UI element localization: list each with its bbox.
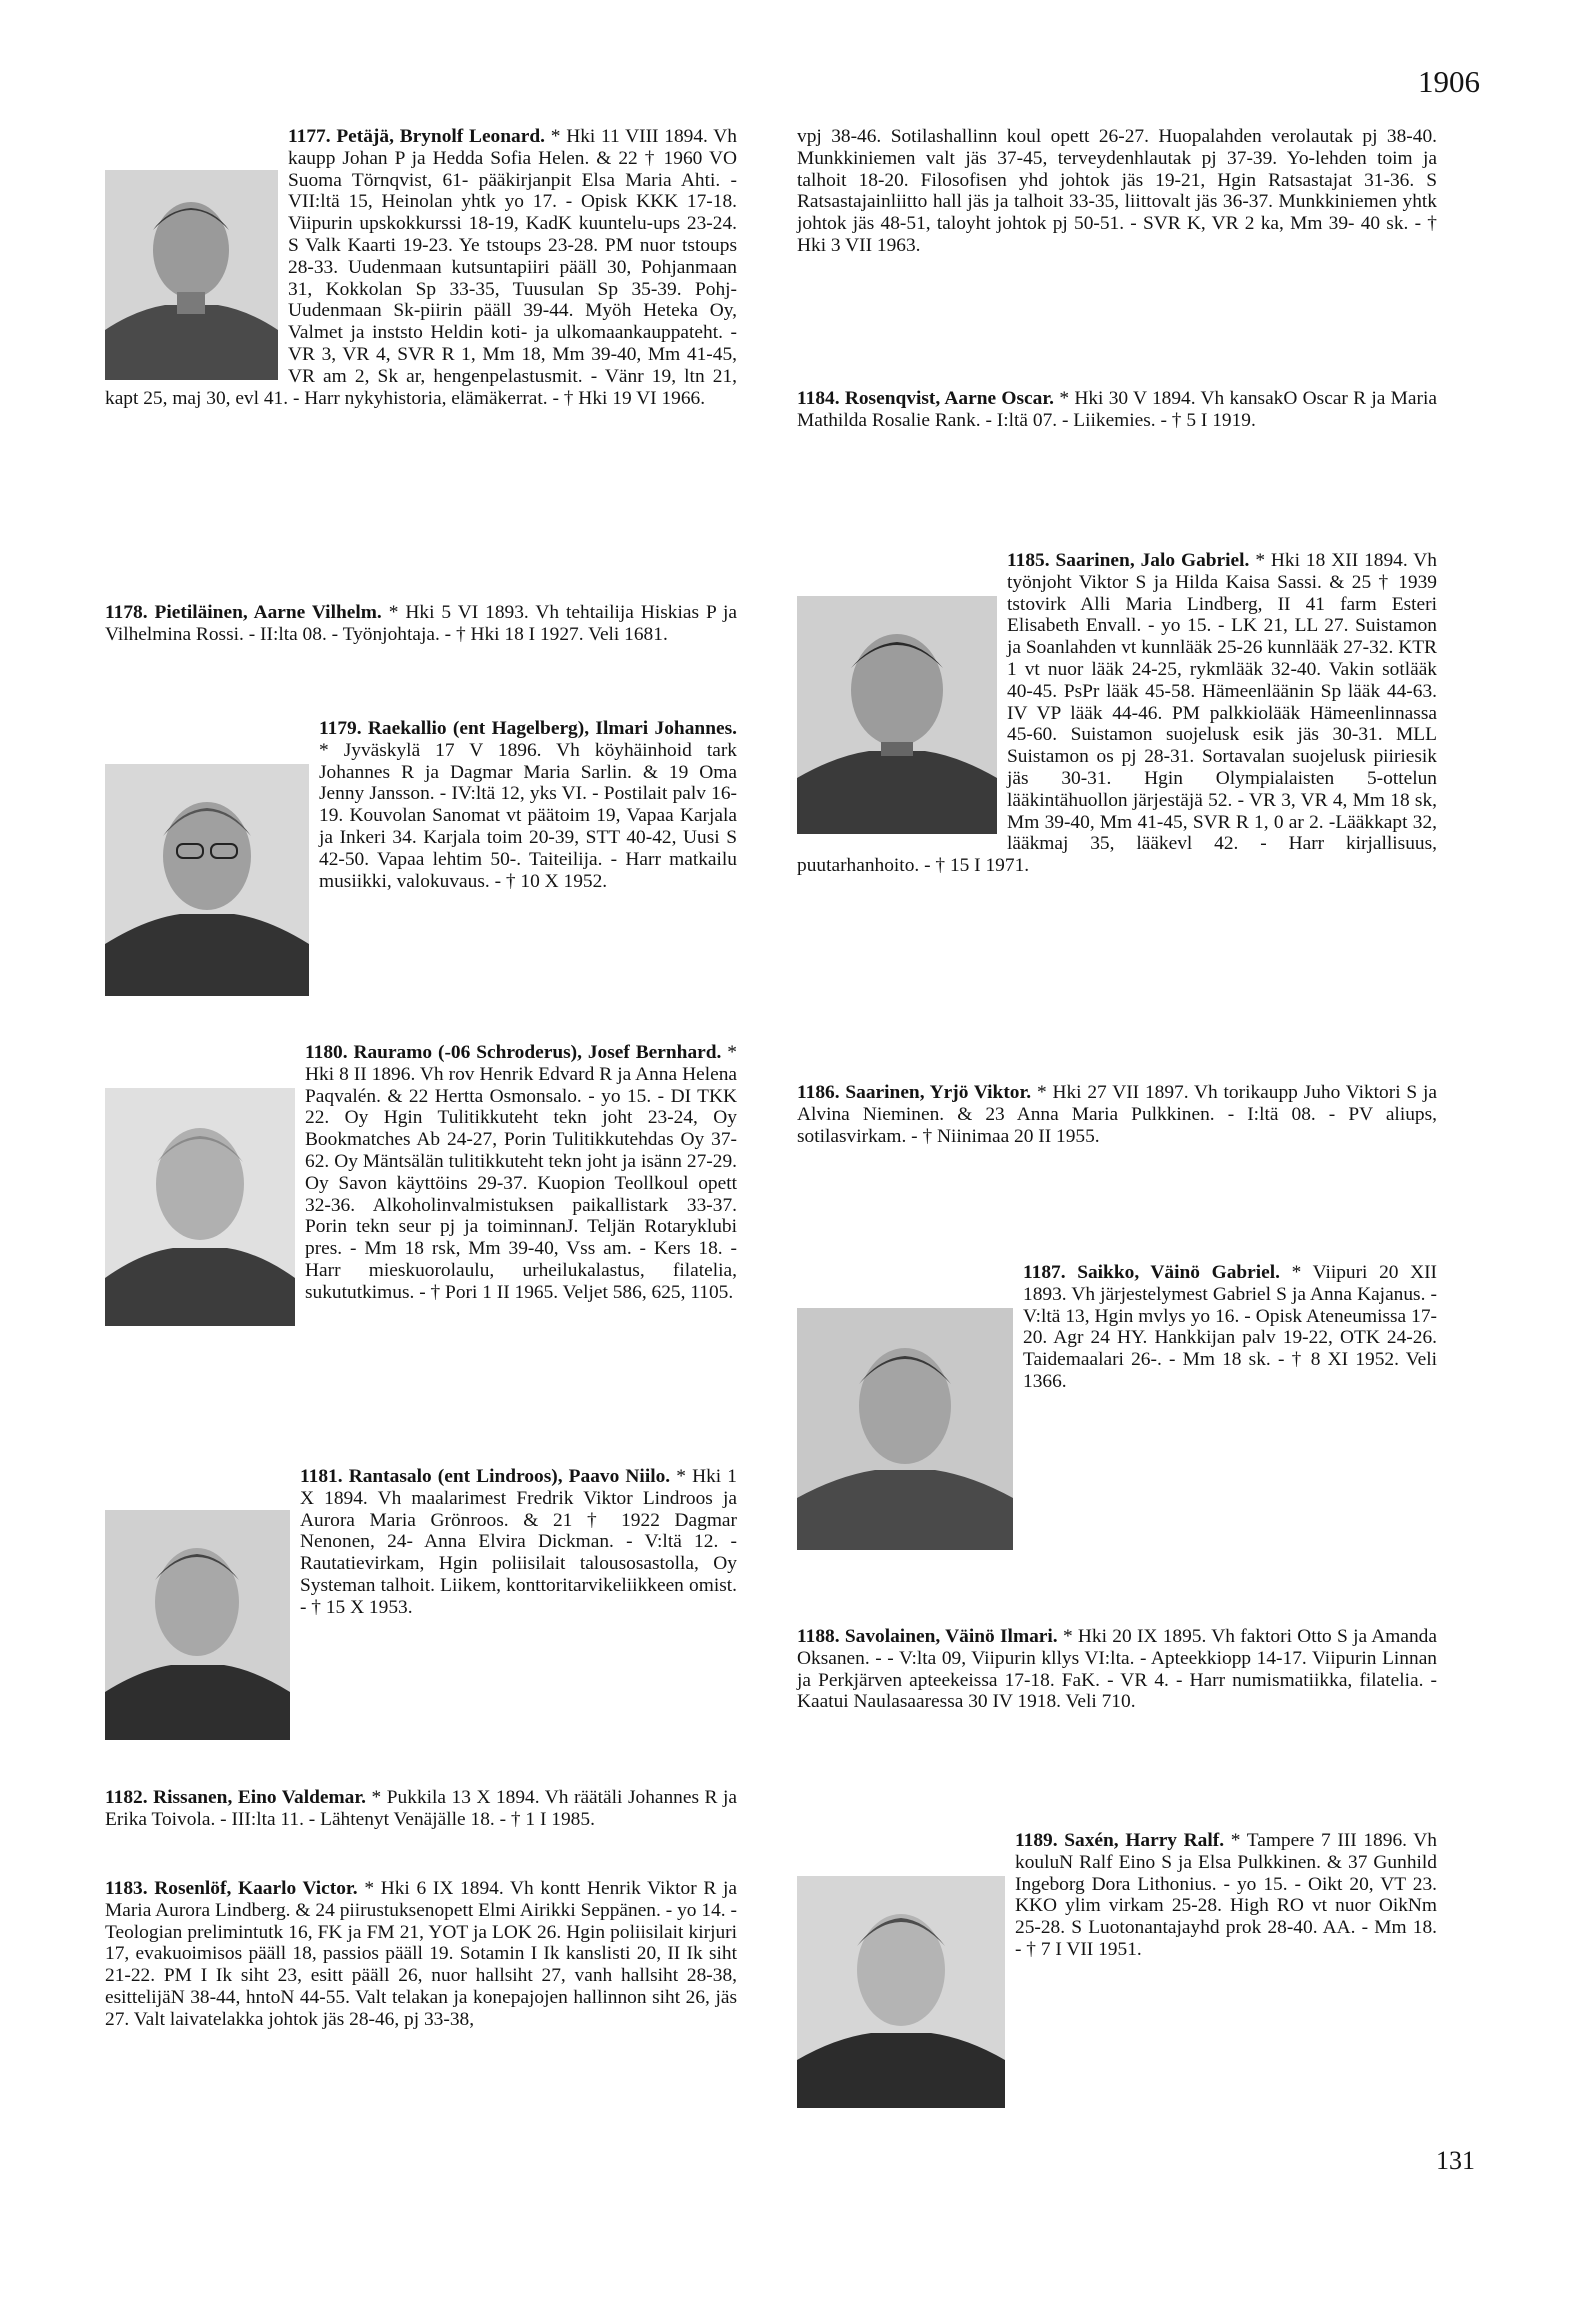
entry-name: Raekallio (ent Hagelberg), Ilmari Johannes.	[367, 718, 737, 739]
portrait-photo	[105, 764, 309, 996]
entry-1186	[797, 1082, 1437, 1147]
entry-1179	[105, 718, 737, 1000]
entry-text: * Tampere 7 III 1896. Vh kouluN Ralf Eino S ja Elsa Pulkkinen. & 37 Gunhild Ingeborg Dora Lithonius. - yo 15. - Oikt 20, VT 23. KKO ylim virkam 25-28. High RO vt nuor OikNm 25-28. S Luotonantajayhd prok 28-40. AA. - Mm 18. - † 7 I VII 1951.	[1015, 1830, 1437, 1960]
entry-text: vpj 38-46. Sotilashallinn koul opett 26-27. Huopalahden verolautak pj 38-40. Munkkiniemen valt jäs 37-45, terveydenhlautak pj 37-39. Yo-lehden toim ja talhoit 18-20. Filosofisen yhd johtok jäs 19-21, Hgin Ratsastajat 31-36. S Ratsastajainliitto hall jäs ja talhoit 33-35, liittovalt jäs 36-37. Munkkiniemen yhtk johtok jäs 48-51, taloyht johtok pj 50-51. - SVR K, VR 2 ka, Mm 39- 40 sk. - † Hki 3 VII 1963.	[797, 126, 1437, 256]
entry-name: Saxén, Harry Ralf.	[1064, 1830, 1225, 1851]
entry-name: Rosenqvist, Aarne Oscar.	[844, 388, 1055, 409]
entry-number: 1186.	[797, 1082, 840, 1103]
portrait-photo	[105, 170, 278, 380]
entry-text: * Hki 30 V 1894. Vh kansakO Oscar R ja Maria Mathilda Rosalie Rank. - I:ltä 07. - Liikemies. - † 5 I 1919.	[797, 388, 1437, 431]
entry-name: Saarinen, Jalo Gabriel.	[1055, 550, 1250, 571]
entry-number: 1179.	[319, 718, 362, 739]
entry-number: 1178.	[105, 602, 148, 623]
entry-name: Petäjä, Brynolf Leonard.	[336, 126, 545, 147]
entry-1185	[797, 550, 1437, 877]
entry-text: * Hki 5 VI 1893. Vh tehtailija Hiskias P ja Vilhelmina Rossi. - II:lta 08. - Työnjohtaja. - † Hki 18 I 1927. Veli 1681.	[105, 602, 737, 645]
entry-text: * Hki 18 XII 1894. Vh työnjoht Viktor S ja Hilda Kaisa Sassi. & 25 † 1939 tstovirk Alli Maria Lindberg, II 41 farm Esteri Elisabeth Envall. - yo 15. - LK 21, LL 27. Suistamon ja Soanlahden vt kunnlääk 25-26 kunnlääk 27-32. KTR 1 vt nuor lääk 24-25, rykmlääk 32-40. Vakin sotlääk 40-45. PsPr lääk 45-58. Hämeenläänin Sp lääk 44-63. IV VP lääk 44-46. PM palkkiolääk Hämeenlinnassa 45-60. Suistamon suojelusk esik jäs 30-31. MLL Suistamon os pj 28-31. Sortavalan suojelusk piiriesik jäs 30-31. Hgin Olympialaisten 5-ottelun lääkintähuollon järjestäjä 52. - VR 3, VR 4, Mm 18 sk, Mm 39-40, Mm 41-45, SVR R 1, 0 ar 2. -Lääkkapt 32, lääkmaj 35, lääkevl 42. - Harr kirjallisuus, puutarhanhoito. - † 15 I 1971.	[797, 550, 1437, 877]
entry-1184	[797, 388, 1437, 432]
entry-text: * Pukkila 13 X 1894. Vh räätäli Johannes R ja Erika Toivola. - III:lta 11. - Lähtenyt Venäjälle 18. - † 1 I 1985.	[105, 1787, 738, 1830]
entry-number: 1185.	[1007, 550, 1050, 571]
portrait-photo	[105, 1088, 295, 1326]
entry-number: 1183.	[105, 1878, 148, 1899]
entry-number: 1181.	[300, 1466, 343, 1487]
portrait-photo	[797, 596, 997, 834]
entry-1187	[797, 1262, 1437, 1554]
entry-name: Rissanen, Eino Valdemar.	[153, 1787, 367, 1808]
portrait-photo	[797, 1876, 1005, 2108]
entry-1180	[105, 1042, 737, 1330]
entry-text: * Viipuri 20 XII 1893. Vh järjestelymest Gabriel S ja Anna Kajanus. - V:ltä 13, Hgin mvlys yo 16. - Opisk Ateneumissa 17-20. Agr 24 HY. Hankkijan palv 19-22, OTK 24-26. Taidemaalari 26-. - Mm 18 sk. - † 8 XI 1952. Veli 1366.	[1023, 1262, 1437, 1392]
entry-name: Saarinen, Yrjö Viktor.	[845, 1082, 1032, 1103]
entry-number: 1188.	[797, 1626, 840, 1647]
entry-name: Saikko, Väinö Gabriel.	[1077, 1262, 1281, 1283]
entry-number: 1182.	[105, 1787, 148, 1808]
entry-1182	[105, 1787, 737, 1831]
entry-name: Savolainen, Väinö Ilmari.	[844, 1626, 1058, 1647]
entry-number: 1189.	[1015, 1830, 1058, 1851]
entry-1188	[797, 1626, 1437, 1713]
entry-1177	[105, 126, 737, 409]
page-number: 131	[1436, 2146, 1475, 2175]
entry-text: * Jyväskylä 17 V 1896. Vh köyhäinhoid tark Johannes R ja Dagmar Maria Sarlin. & 19 Oma Jenny Jansson. - IV:ltä 12, yks VI. - Postilait palv 16-19. Kouvolan Sanomat vt päätoim 19, Vapaa Karjala ja Inkeri 34. Karjala toim 20-39, STT 40-42, Uusi S 42-50. Vapaa lehtim 50-. Taiteilija. - Harr matkailu musiikki, valokuvaus. - † 10 X 1952.	[319, 739, 737, 892]
entry-text: * Hki 20 IX 1895. Vh faktori Otto S ja Amanda Oksanen. - - V:lta 09, Viipurin kllys VI:lta. - Apteekkiopp 14-17. Viipurin Linnan ja Perkjärven apteekeissa 17-18. FaK. - VR 4. - Harr numismatiikka, filatelia. - Kaatui Naulasaaressa 30 IV 1918. Veli 710.	[797, 1626, 1437, 1713]
entry-text: * Hki 11 VIII 1894. Vh kaupp Johan P ja Hedda Sofia Helen. & 22 † 1960 VO Suoma Törnqvist, 61- pääkirjanpit Elsa Maria Ahti. - VII:ltä 15, Heinolan yhtk yo 17. - Opisk KKK 17-18. Viipurin upskokkurssi 18-19, KadK kuuntelu-ups 23-24. S Valk Kaarti 19-23. Ye tstoups 23-28. PM nuor tstoups 28-33. Uudenmaan kutsuntapiiri pääll 30, Pohjanmaan 31, Kokkolan Sp 33-35, Tuusulan Sp 35-39. Pohj-Uudenmaan Sk-piirin pääll 39-44. Myöh Heteka Oy, Valmet ja inststo Heldin koti- ja ulkomaankauppateht. - VR 3, VR 4, SVR R 1, Mm 18, Mm 39-40, Mm 41-45, VR am 2, Sk ar, hengenpelastusmit. - Vänr 19, ltn 21, kapt 25, maj 30, evl 41. - Harr nykyhistoria, elämäkerrat. - † Hki 19 VI 1966.	[105, 126, 737, 409]
portrait-photo	[797, 1308, 1013, 1550]
entry-1181	[105, 1466, 737, 1744]
entry-name: Pietiläinen, Aarne Vilhelm.	[154, 602, 382, 623]
entry-1189	[797, 1830, 1437, 2112]
entry-text: * Hki 1 X 1894. Vh maalarimest Fredrik Viktor Lindroos ja Aurora Maria Grönroos. & 21 † 1922 Dagmar Nenonen, 24- Anna Elvira Dickman. - V:ltä 12. - Rautatievirkam, Hgin poliisilait talousosastolla, Oy Systeman talhoit. Liikem, konttoritarvikeliikkeen omist. - † 15 X 1953.	[300, 1466, 737, 1618]
entry-1183	[105, 1878, 737, 2031]
entry-number: 1184.	[797, 388, 840, 409]
entry-name: Rantasalo (ent Lindroos), Paavo Niilo.	[348, 1466, 671, 1487]
portrait-photo	[105, 1510, 290, 1740]
entry-1183-continued	[797, 126, 1437, 257]
entry-number: 1180.	[305, 1042, 348, 1063]
page-year: 1906	[1418, 64, 1480, 99]
entry-number: 1187.	[1023, 1262, 1066, 1283]
entry-text: * Hki 8 II 1896. Vh rov Henrik Edvard R ja Anna Helena Paqvalén. & 22 Hertta Osmonsalo. - yo 15. - DI TKK 22. Oy Hgin Tulitikkuteht tekn joht 23-24, Oy Bookmatches Ab 24-27, Porin Tulitikkutehdas Oy 37-62. Oy Mäntsälän tulitikkuteht tekn joht ja isänn 27-29. Oy Savon käyttöins 29-37. Kuopion Teollkoul opett 32-36. Alkoholinvalmistuksen paikallistark 33-37. Porin tekn seur pj ja toiminnanJ. Teljän Rotaryklubi pres. - Mm 18 rsk, Mm 39-40, Vss am. - Kers 18. - Harr mieskuorolaulu, urheilukalastus, filatelia, sukututkimus. - † Pori 1 II 1965. Veljet 586, 625, 1105.	[305, 1042, 737, 1303]
entry-text: * Hki 6 IX 1894. Vh kontt Henrik Viktor R ja Maria Aurora Lindberg. & 24 piirustuksenopett Elmi Airikki Seppänen. - yo 14. - Teologian prelimintutk 16, FK ja FM 21, YOT ja LOK 26. Hgin poliisilait kirjuri 17, evakuoimisos pääll 18, passios pääll 19. Sotamin I Ik kanslisti 20, II Ik siht 21-22. PM I Ik siht 23, esitt pääll 26, nuor hallsiht 27, vanh hallsiht 28-38, esittelijäN 38-44, hntoN 44-55. Valt telakan ja konepajojen hallinnon siht 26, jäs 27. Valt laivatelakka johtok jäs 28-46, pj 33-38,	[105, 1878, 737, 2030]
entry-name: Rosenlöf, Kaarlo Victor.	[154, 1878, 358, 1899]
entry-number: 1177.	[288, 126, 331, 147]
entry-text: * Hki 27 VII 1897. Vh torikaupp Juho Viktori S ja Alvina Nieminen. & 23 Anna Maria Pulkkinen. - I:ltä 08. - PV aliups, sotilasvirkam. - † Niinimaa 20 II 1955.	[797, 1082, 1437, 1147]
entry-name: Rauramo (-06 Schroderus), Josef Bernhard.	[353, 1042, 722, 1063]
entry-1178	[105, 602, 737, 646]
